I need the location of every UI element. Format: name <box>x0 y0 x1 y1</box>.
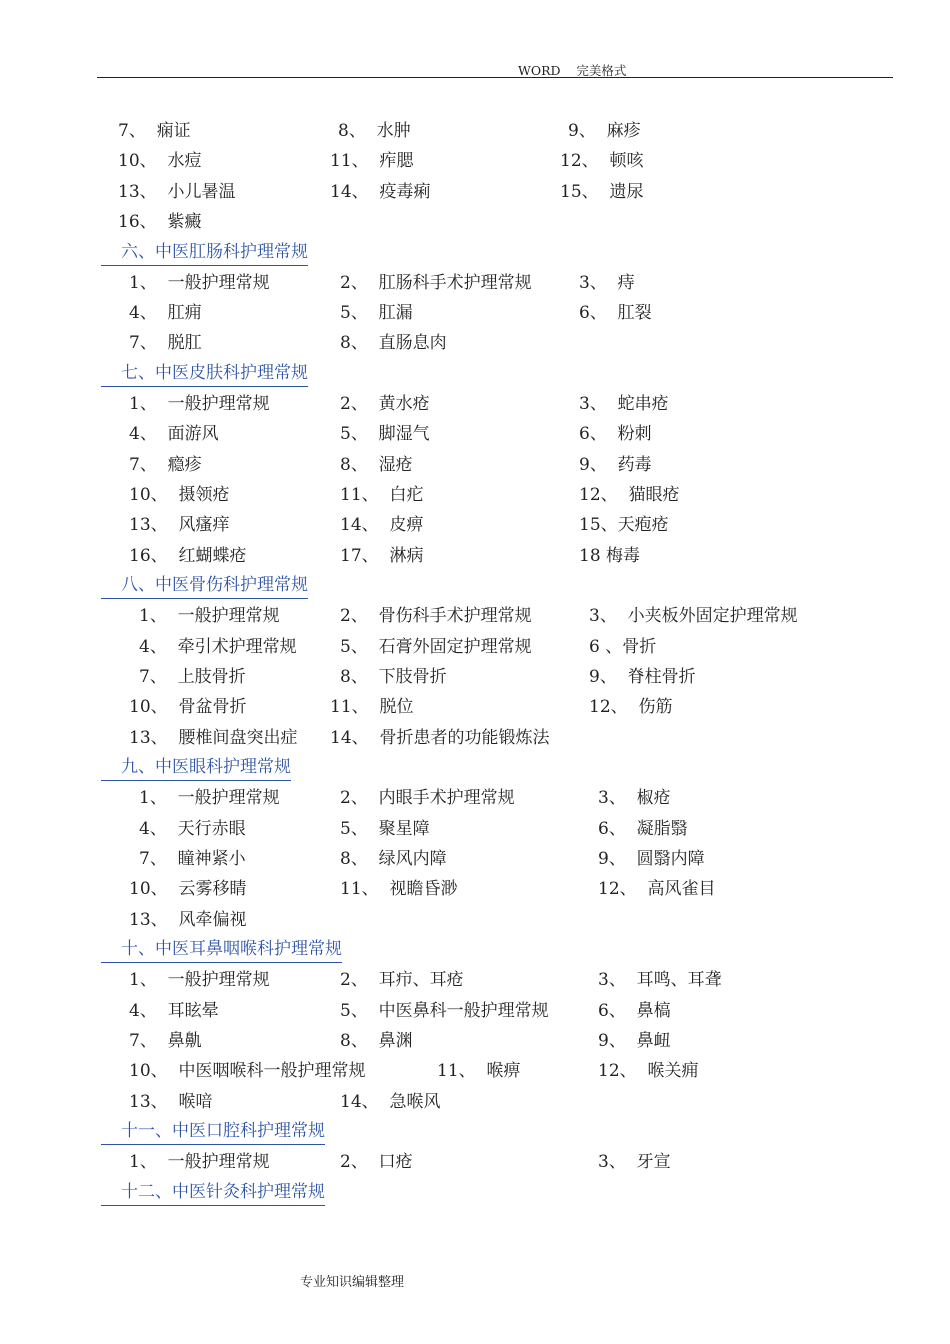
list-item: 11、 白疕 <box>340 485 424 505</box>
list-item: 13、 喉喑 <box>129 1092 213 1112</box>
list-item: 9、 麻疹 <box>568 121 641 141</box>
list-item: 2、 黄水疮 <box>340 394 430 414</box>
list-item: 6、 肛裂 <box>579 303 652 323</box>
list-item: 1、 一般护理常规 <box>129 1152 270 1172</box>
section-heading[interactable]: 八、中医骨伤科护理常规 <box>101 574 308 599</box>
list-item: 4、 牵引术护理常规 <box>139 637 297 657</box>
list-item: 4、 耳眩晕 <box>129 1001 219 1021</box>
section-heading[interactable]: 七、中医皮肤科护理常规 <box>101 362 308 387</box>
list-item: 10、 骨盆骨折 <box>129 697 247 717</box>
list-item: 3、 蛇串疮 <box>579 394 669 414</box>
list-item: 7、 痫证 <box>118 121 191 141</box>
list-item: 8、 湿疮 <box>340 455 413 475</box>
list-item: 2、 肛肠科手术护理常规 <box>340 273 532 293</box>
list-item: 13、 风牵偏视 <box>129 910 247 930</box>
list-item: 11、 喉痹 <box>437 1061 521 1081</box>
list-item: 3、 小夹板外固定护理常规 <box>589 606 798 626</box>
list-item: 13、 风瘙痒 <box>129 515 230 535</box>
list-item: 14、 疫毒痢 <box>330 182 431 202</box>
list-item: 17、 淋病 <box>340 546 424 566</box>
list-item: 3、 痔 <box>579 273 635 293</box>
list-item: 13、 腰椎间盘突出症 <box>129 728 298 748</box>
list-item: 8、 鼻渊 <box>340 1031 413 1051</box>
list-item: 16、 红蝴蝶疮 <box>129 546 247 566</box>
list-item: 11、 视瞻昏渺 <box>340 879 458 899</box>
list-item: 12、 高风雀目 <box>598 879 716 899</box>
list-item: 3、 耳鸣、耳聋 <box>598 970 722 990</box>
list-item: 12、 顿咳 <box>560 151 644 171</box>
list-item: 8、 直肠息肉 <box>340 333 447 353</box>
list-item: 10、 水痘 <box>118 151 202 171</box>
list-item: 9、 圆翳内障 <box>598 849 705 869</box>
page-header <box>97 60 893 78</box>
list-item: 6、 凝脂翳 <box>598 819 688 839</box>
list-item: 3、 牙宣 <box>598 1152 671 1172</box>
list-item: 1、 一般护理常规 <box>129 273 270 293</box>
list-item: 5、 脚湿气 <box>340 424 430 444</box>
section-heading[interactable]: 十二、中医针灸科护理常规 <box>101 1181 325 1206</box>
list-item: 10、 中医咽喉科一般护理常规 <box>129 1061 366 1081</box>
list-item: 14、 骨折患者的功能锻炼法 <box>330 728 550 748</box>
list-item: 16、 紫癜 <box>118 212 202 232</box>
list-item: 8、 绿风内障 <box>340 849 447 869</box>
list-item: 5、 中医鼻科一般护理常规 <box>340 1001 549 1021</box>
list-item: 3、 椒疮 <box>598 788 671 808</box>
list-item: 12、 伤筋 <box>589 697 673 717</box>
list-item: 2、 口疮 <box>340 1152 413 1172</box>
header-text: WORD 完美格式 <box>518 63 627 78</box>
list-item: 1、 一般护理常规 <box>139 788 280 808</box>
list-item: 4、 肛痈 <box>129 303 202 323</box>
list-item: 18 梅毒 <box>579 546 641 566</box>
list-item: 9、 鼻衄 <box>598 1031 671 1051</box>
list-item: 1、 一般护理常规 <box>129 394 270 414</box>
list-item: 8、 下肢骨折 <box>340 667 447 687</box>
list-item: 11、 痄腮 <box>330 151 414 171</box>
list-item: 6、 鼻槁 <box>598 1001 671 1021</box>
list-item: 7、 瘾疹 <box>129 455 202 475</box>
list-item: 15、 遗尿 <box>560 182 644 202</box>
list-item: 2、 耳疖、耳疮 <box>340 970 464 990</box>
list-item: 2、 内眼手术护理常规 <box>340 788 515 808</box>
list-item: 11、 脱位 <box>330 697 414 717</box>
list-item: 1、 一般护理常规 <box>139 606 280 626</box>
list-item: 9、 脊柱骨折 <box>589 667 696 687</box>
list-item: 10、 摄领疮 <box>129 485 230 505</box>
list-item: 9、 药毒 <box>579 455 652 475</box>
list-item: 7、 脱肛 <box>129 333 202 353</box>
page-footer: 专业知识编辑整理 <box>300 1275 405 1290</box>
list-item: 7、 上肢骨折 <box>139 667 246 687</box>
list-item: 5、 聚星障 <box>340 819 430 839</box>
list-item: 4、 天行赤眼 <box>139 819 246 839</box>
list-item: 6 、骨折 <box>589 637 657 657</box>
list-item: 10、 云雾移睛 <box>129 879 247 899</box>
section-heading[interactable]: 十一、中医口腔科护理常规 <box>101 1120 325 1145</box>
list-item: 12、 喉关痈 <box>598 1061 699 1081</box>
list-item: 14、 急喉风 <box>340 1092 441 1112</box>
list-item: 12、 猫眼疮 <box>579 485 680 505</box>
list-item: 7、 鼻鼽 <box>129 1031 202 1051</box>
section-heading[interactable]: 九、中医眼科护理常规 <box>101 756 291 781</box>
list-item: 13、 小儿暑温 <box>118 182 236 202</box>
list-item: 5、 肛漏 <box>340 303 413 323</box>
list-item: 5、 石膏外固定护理常规 <box>340 637 532 657</box>
list-item: 8、 水肿 <box>338 121 411 141</box>
list-item: 15、天疱疮 <box>579 515 669 535</box>
list-item: 1、 一般护理常规 <box>129 970 270 990</box>
list-item: 6、 粉刺 <box>579 424 652 444</box>
section-heading[interactable]: 六、中医肛肠科护理常规 <box>101 241 308 266</box>
section-heading[interactable]: 十、中医耳鼻咽喉科护理常规 <box>101 938 342 963</box>
list-item: 7、 瞳神紧小 <box>139 849 246 869</box>
list-item: 2、 骨伤科手术护理常规 <box>340 606 532 626</box>
list-item: 4、 面游风 <box>129 424 219 444</box>
list-item: 14、 皮痹 <box>340 515 424 535</box>
